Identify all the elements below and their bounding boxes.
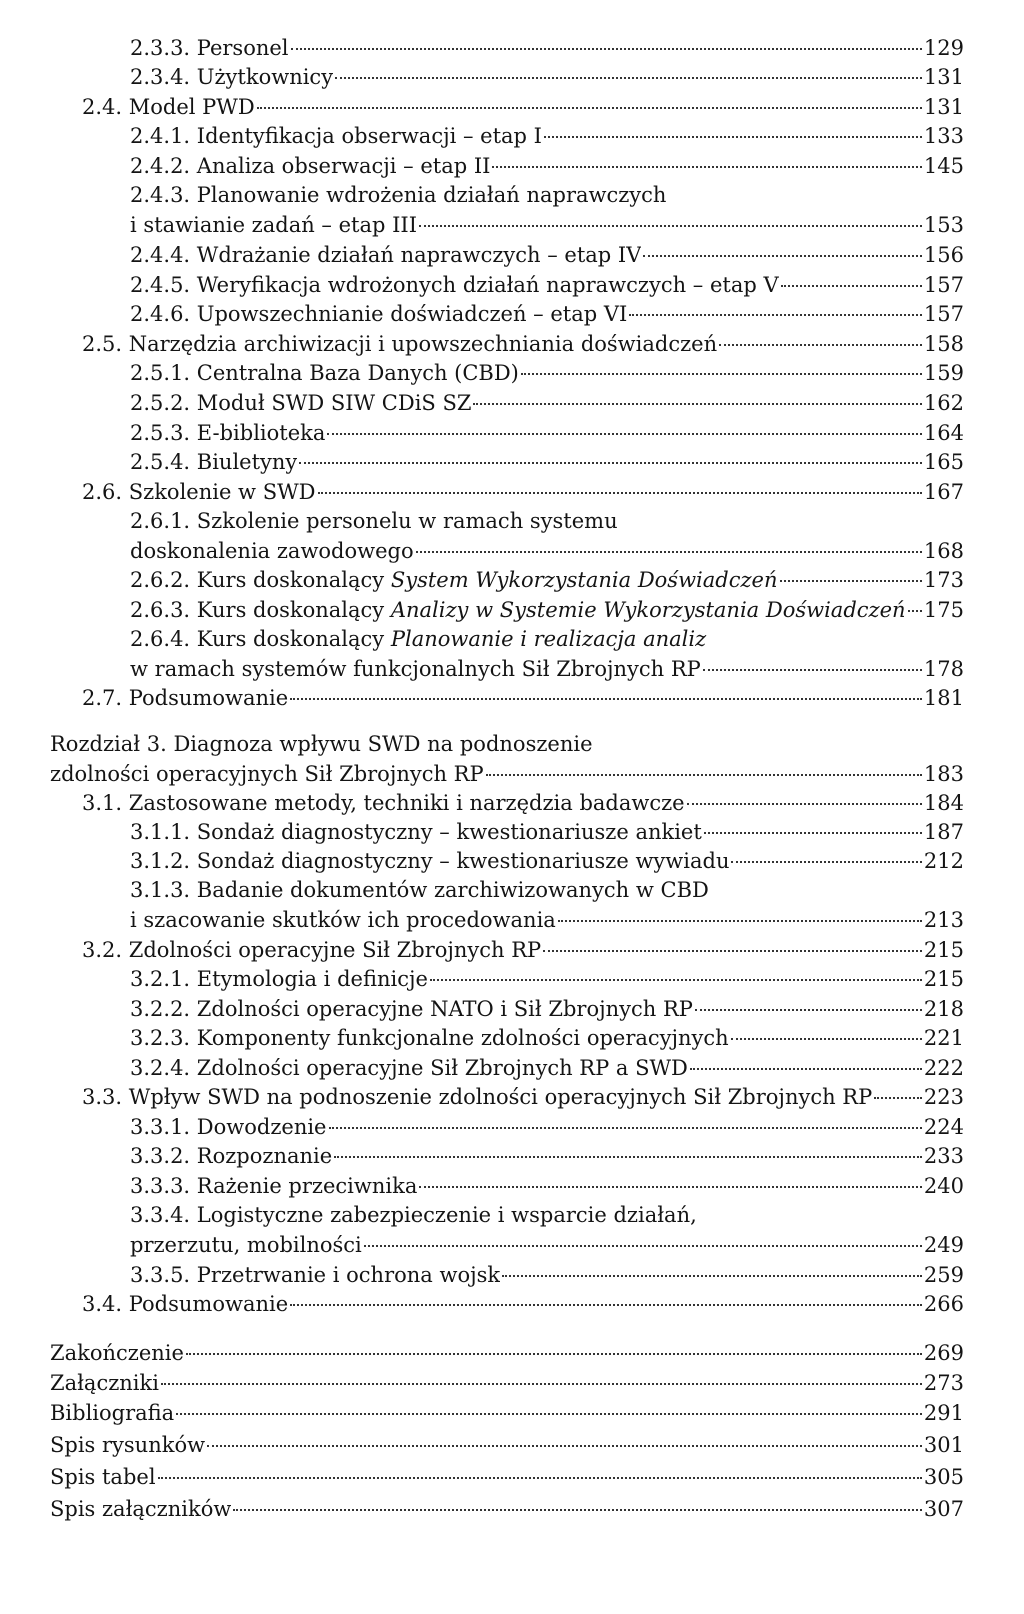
toc-entry-label: i szacowanie skutków ich procedowania — [130, 908, 556, 932]
toc-entry — [130, 299, 964, 329]
toc-entry-label: 2.6.3. Kurs doskonalący — [130, 598, 391, 622]
toc-page-number: 249 — [923, 1233, 964, 1257]
toc-back-matter-entry — [50, 1398, 964, 1428]
toc-entry-label: 2.5.3. E-biblioteka — [130, 421, 326, 445]
toc-entry — [130, 1023, 964, 1053]
toc-page-number: 157 — [923, 302, 964, 326]
toc-page-number: 158 — [923, 332, 964, 356]
toc-entry-label: 3.2.4. Zdolności operacyjne Sił Zbrojnych RP a SWD — [130, 1056, 688, 1080]
toc-page-number: 222 — [923, 1056, 964, 1080]
toc-page-number: 175 — [923, 598, 964, 622]
toc-page-number: 173 — [923, 568, 964, 592]
dot-leader — [874, 1097, 922, 1099]
toc-entry — [130, 994, 964, 1024]
toc-entry — [82, 1289, 964, 1319]
toc-entry-label: 3.3.3. Rażenie przeciwnika — [130, 1174, 418, 1198]
toc-page-number: 181 — [923, 686, 964, 710]
toc-entry-label: 3.3.1. Dowodzenie — [130, 1115, 327, 1139]
toc-page-number: 223 — [923, 1085, 964, 1109]
toc-entry — [130, 121, 964, 151]
toc-entry-label-italic: Analizy w Systemie Wykorzystania Doświadczeń — [390, 598, 906, 622]
toc-entry-label-italic: w ramach systemów funkcjonalnych Sił Zbrojnych RP — [130, 657, 701, 681]
toc-entry-label-line1: 3.1.3. Badanie dokumentów zarchiwizowanych w CBD — [130, 878, 709, 902]
toc-entry — [130, 358, 964, 388]
toc-entry — [130, 151, 964, 181]
dot-leader — [334, 1156, 922, 1158]
dot-leader — [257, 107, 922, 109]
dot-leader — [544, 136, 922, 138]
toc-entry — [130, 565, 964, 595]
toc-back-matter-entry — [50, 1494, 964, 1524]
dot-leader — [299, 462, 922, 464]
toc-page-number: 273 — [923, 1371, 964, 1395]
toc-entry — [130, 240, 964, 270]
toc-entry-label: Bibliografia — [50, 1401, 175, 1425]
toc-entry — [130, 624, 964, 684]
toc-page-number: 167 — [923, 480, 964, 504]
toc-entry — [130, 1141, 964, 1171]
toc-entry — [130, 846, 964, 876]
toc-entry — [130, 875, 964, 935]
toc-entry — [130, 964, 964, 994]
toc-page-number: 153 — [923, 213, 964, 237]
toc-entry-label: 2.3.4. Użytkownicy — [130, 65, 334, 89]
toc-entry-label: Spis załączników — [50, 1497, 232, 1521]
toc-entry — [130, 1171, 964, 1201]
toc-entry-label-italic: System Wykorzystania Doświadczeń — [390, 568, 778, 592]
toc-entry-label-line1: Rozdział 3. Diagnoza wpływu SWD na podnoszenie — [50, 732, 593, 756]
dot-leader — [335, 77, 922, 79]
dot-leader — [543, 950, 922, 952]
toc-page-number: 131 — [923, 65, 964, 89]
toc-chapter-entry — [50, 729, 964, 789]
dot-leader — [486, 774, 922, 776]
toc-page-number: 159 — [923, 361, 964, 385]
toc-entry — [130, 1112, 964, 1142]
dot-leader — [521, 373, 922, 375]
dot-leader — [781, 285, 922, 287]
toc-entry-label: 3.1. Zastosowane metody, techniki i narzędzia badawcze — [82, 791, 685, 815]
toc-page-number: 156 — [923, 243, 964, 267]
toc-entry-label-line1: 3.3.4. Logistyczne zabezpieczenie i wsparcie działań, — [130, 1203, 697, 1227]
dot-leader — [731, 861, 921, 863]
dot-leader — [291, 48, 922, 50]
toc-entry-label: 2.4.2. Analiza obserwacji – etap II — [130, 154, 491, 178]
toc-page-number: 240 — [923, 1174, 964, 1198]
toc-entry — [82, 683, 964, 713]
toc-entry — [130, 180, 964, 240]
toc-entry-label-line1: 2.4.3. Planowanie wdrożenia działań naprawczych — [130, 183, 667, 207]
toc-entry-label: 3.2.1. Etymologia i definicje — [130, 967, 428, 991]
toc-entry-label: 3.2.2. Zdolności operacyjne NATO i Sił Zbrojnych RP — [130, 997, 693, 1021]
toc-entry-label: 3.2. Zdolności operacyjne Sił Zbrojnych RP — [82, 938, 542, 962]
toc-entry — [130, 447, 964, 477]
dot-leader — [695, 1009, 922, 1011]
dot-leader — [687, 803, 922, 805]
toc-entry-label: 2.4.5. Weryfikacja wdrożonych działań naprawczych – etap V — [130, 273, 779, 297]
toc-entry-label-line1-italic: Planowanie i realizacja analiz — [390, 627, 707, 651]
dot-leader — [327, 433, 922, 435]
toc-page-number: 129 — [923, 36, 964, 60]
toc-entry-label: 3.3. Wpływ SWD na podnoszenie zdolności operacyjnych Sił Zbrojnych RP — [82, 1085, 873, 1109]
toc-entry-label: 3.3.2. Rozpoznanie — [130, 1144, 333, 1168]
toc-entry-label: 3.1.1. Sondaż diagnostyczny – kwestionariusze ankiet — [130, 820, 702, 844]
toc-entry — [130, 418, 964, 448]
toc-entry-label: 3.3.5. Przetrwanie i ochrona wojsk — [130, 1263, 501, 1287]
toc-entry-label: 3.4. Podsumowanie — [82, 1292, 289, 1316]
toc-page-number: 266 — [923, 1292, 964, 1316]
dot-leader — [780, 580, 922, 582]
toc-page-number: 183 — [923, 762, 964, 786]
toc-page-number: 215 — [923, 938, 964, 962]
toc-page-number: 165 — [923, 450, 964, 474]
dot-leader — [329, 1127, 922, 1129]
dot-leader — [176, 1413, 922, 1415]
toc-page-number: 178 — [923, 657, 964, 681]
toc-page-number: 301 — [923, 1433, 964, 1457]
toc-page-number: 307 — [923, 1497, 964, 1521]
toc-entry-label-line1-text: 2.6.4. Kurs doskonalący — [130, 627, 391, 651]
toc-entry-label: przerzutu, mobilności — [130, 1233, 362, 1257]
dot-leader — [186, 1353, 922, 1355]
toc-page-number: 131 — [923, 95, 964, 119]
toc-page-number: 305 — [923, 1465, 964, 1489]
toc-entry — [130, 270, 964, 300]
dot-leader — [703, 669, 922, 671]
toc-page-number: 224 — [923, 1115, 964, 1139]
toc-back-matter-entry — [50, 1368, 964, 1398]
toc-entry-label: 3.1.2. Sondaż diagnostyczny – kwestionariusze wywiadu — [130, 849, 730, 873]
toc-entry-label: 2.4.4. Wdrażanie działań naprawczych – etap IV — [130, 243, 642, 267]
toc-entry — [82, 92, 964, 122]
toc-page-number: 291 — [923, 1401, 964, 1425]
toc-page-number: 218 — [923, 997, 964, 1021]
toc-page-number: 259 — [923, 1263, 964, 1287]
dot-leader — [629, 314, 922, 316]
toc-entry-label: 2.5.2. Moduł SWD SIW CDiS SZ — [130, 391, 472, 415]
dot-leader — [290, 1304, 922, 1306]
toc-page-number: 184 — [923, 791, 964, 815]
toc-entry-label: 2.6.2. Kurs doskonalący — [130, 568, 391, 592]
toc-page-number: 212 — [923, 849, 964, 873]
dot-leader — [364, 1245, 922, 1247]
dot-leader — [558, 920, 922, 922]
toc-entry-label: Zakończenie — [50, 1341, 184, 1365]
toc-entry — [82, 935, 964, 965]
toc-page-number: 162 — [923, 391, 964, 415]
toc-page-number: 145 — [923, 154, 964, 178]
toc-entry-label: 2.5.1. Centralna Baza Danych (CBD) — [130, 361, 519, 385]
toc-entry-label: 2.4. Model PWD — [82, 95, 255, 119]
toc-entry — [130, 1200, 964, 1260]
toc-entry — [130, 33, 964, 63]
toc-entry — [130, 506, 964, 566]
dot-leader — [704, 832, 922, 834]
toc-entry-label-line1 — [130, 624, 964, 654]
toc-entry — [130, 1260, 964, 1290]
toc-page-number: 213 — [923, 908, 964, 932]
toc-entry-label: i stawianie zadań – etap III — [130, 213, 417, 237]
dot-leader — [158, 1477, 922, 1479]
toc-entry — [130, 817, 964, 847]
toc-back-matter-entry — [50, 1338, 964, 1368]
toc-entry-label: Załączniki — [50, 1371, 159, 1395]
toc-entry-label: 2.4.1. Identyfikacja obserwacji – etap I — [130, 124, 542, 148]
toc-back-matter-entry — [50, 1462, 964, 1492]
dot-leader — [908, 610, 922, 612]
dot-leader — [731, 1038, 922, 1040]
toc-page-number: 164 — [923, 421, 964, 445]
toc-page-number: 168 — [923, 539, 964, 563]
toc-entry — [82, 1082, 964, 1112]
dot-leader — [419, 225, 922, 227]
dot-leader — [419, 1186, 922, 1188]
toc-back-matter-entry — [50, 1430, 964, 1460]
dot-leader — [233, 1509, 922, 1511]
toc-page-number: 269 — [923, 1341, 964, 1365]
toc-page-number: 215 — [923, 967, 964, 991]
toc-entry-label: 2.3.3. Personel — [130, 36, 289, 60]
toc-entry-label-wrap — [130, 595, 906, 625]
dot-leader — [473, 403, 921, 405]
toc-page-number: 221 — [923, 1026, 964, 1050]
dot-leader — [690, 1068, 922, 1070]
toc-entry — [130, 388, 964, 418]
toc-entry-label: 3.2.3. Komponenty funkcjonalne zdolności operacyjnych — [130, 1026, 729, 1050]
toc-entry-label: 2.5.4. Biuletyny — [130, 450, 298, 474]
toc-entry-label: Spis rysunków — [50, 1433, 206, 1457]
toc-page-number: 133 — [923, 124, 964, 148]
dot-leader — [643, 255, 922, 257]
toc-entry — [130, 1053, 964, 1083]
dot-leader — [719, 344, 922, 346]
toc-entry — [82, 329, 964, 359]
toc-entry — [130, 595, 964, 625]
dot-leader — [430, 979, 922, 981]
toc-page-number: 157 — [923, 273, 964, 297]
toc-entry — [130, 62, 964, 92]
toc-entry-label: 2.6. Szkolenie w SWD — [82, 480, 316, 504]
toc-entry-label-wrap — [130, 565, 778, 595]
toc-entry-label: doskonalenia zawodowego — [130, 539, 414, 563]
toc-entry-label: 2.4.6. Upowszechnianie doświadczeń – etap VI — [130, 302, 628, 326]
toc-entry — [82, 477, 964, 507]
dot-leader — [502, 1275, 922, 1277]
toc-entry — [82, 788, 964, 818]
dot-leader — [207, 1445, 922, 1447]
dot-leader — [161, 1383, 922, 1385]
dot-leader — [318, 492, 922, 494]
toc-entry-label: zdolności operacyjnych Sił Zbrojnych RP — [50, 762, 484, 786]
toc-entry-label: 2.7. Podsumowanie — [82, 686, 289, 710]
toc-entry-label: 2.5. Narzędzia archiwizacji i upowszechniania doświadczeń — [82, 332, 718, 356]
toc-entry-label-line1: 2.6.1. Szkolenie personelu w ramach systemu — [130, 509, 618, 533]
toc-page-number: 187 — [923, 820, 964, 844]
toc-page-number: 233 — [923, 1144, 964, 1168]
toc-entry-label: Spis tabel — [50, 1465, 156, 1489]
dot-leader — [290, 698, 922, 700]
dot-leader — [492, 166, 921, 168]
dot-leader — [416, 551, 922, 553]
